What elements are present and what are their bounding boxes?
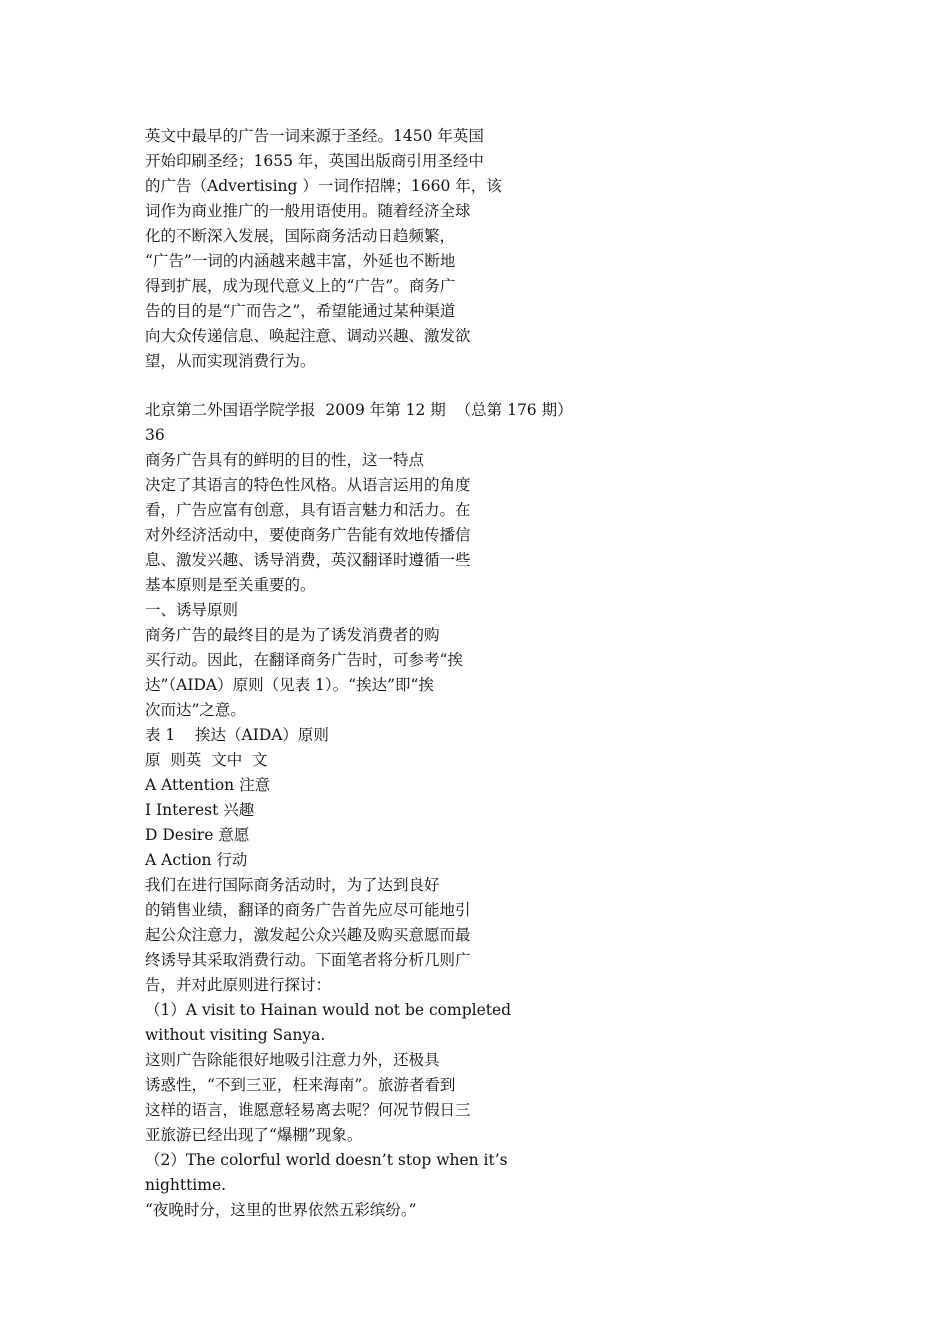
intro-paragraph	[145, 124, 845, 374]
journal-header: 北京第二外国语学院学报 2009 年第 12 期 （总第 176 期）	[145, 401, 573, 419]
text-line: 终诱导其采取消费行动。下面笔者将分析几则广	[145, 951, 471, 969]
text-line: 息、激发兴趣、诱导消费，英汉翻译时遵循一些	[145, 551, 471, 569]
text-line: 基本原则是至关重要的。	[145, 576, 316, 594]
text-line: 化的不断深入发展，国际商务活动日趋频繁，	[145, 227, 456, 245]
text-line: 告，并对此原则进行探讨：	[145, 976, 332, 994]
table-row: D Desire 意愿	[145, 826, 250, 844]
example-line: nighttime.	[145, 1176, 227, 1194]
text-line: 词作为商业推广的一般用语使用。随着经济全球	[145, 202, 471, 220]
section-heading: 一、诱导原则	[145, 601, 239, 619]
table-row: A Attention 注意	[145, 776, 271, 794]
text-line: 达”（AIDA）原则（见表 1）。“挨达”即“挨	[145, 676, 434, 694]
table-row: A Action 行动	[145, 851, 248, 869]
text-line: “广告”一词的内涵越来越丰富，外延也不断地	[145, 252, 456, 270]
text-line: 亚旅游已经出现了“爆棚”现象。	[145, 1126, 363, 1144]
text-line: 英文中最早的广告一词来源于圣经。1450 年英国	[145, 127, 484, 145]
text-line: 诱惑性，“不到三亚，枉来海南”。旅游者看到	[145, 1076, 456, 1094]
table-caption: 表 1 挨达（AIDA）原则	[145, 726, 329, 744]
text-line: 看，广告应富有创意，具有语言魅力和活力。在	[145, 501, 471, 519]
text-line: 告的目的是“广而告之”，希望能通过某种渠道	[145, 302, 456, 320]
body-text	[145, 398, 845, 1223]
example-line: （2）The colorful world doesn’t stop when it’s	[145, 1151, 508, 1169]
table-header-row: 原 则英 文中 文	[145, 751, 268, 769]
example-line: （1）A visit to Hainan would not be completed	[145, 1001, 512, 1019]
text-line: 买行动。因此，在翻译商务广告时，可参考“挨	[145, 651, 463, 669]
page-number: 36	[145, 426, 165, 444]
text-line: 商务广告具有的鲜明的目的性，这一特点	[145, 451, 425, 469]
text-line: 决定了其语言的特色性风格。从语言运用的角度	[145, 476, 471, 494]
text-line: 这样的语言，谁愿意轻易离去呢？何况节假日三	[145, 1101, 471, 1119]
text-line: 向大众传递信息、唤起注意、调动兴趣、激发欲	[145, 327, 471, 345]
text-line: 望，从而实现消费行为。	[145, 352, 316, 370]
text-line: 开始印刷圣经；1655 年，英国出版商引用圣经中	[145, 152, 484, 170]
text-line: 次而达”之意。	[145, 701, 246, 719]
text-line: 商务广告的最终目的是为了诱发消费者的购	[145, 626, 440, 644]
text-line: 我们在进行国际商务活动时，为了达到良好	[145, 876, 440, 894]
paragraph-gap	[145, 374, 845, 398]
text-line: 对外经济活动中，要使商务广告能有效地传播信	[145, 526, 471, 544]
text-line: 的广告（Advertising ）一词作招牌；1660 年，该	[145, 177, 502, 195]
text-line: 得到扩展，成为现代意义上的“广告”。商务广	[145, 277, 456, 295]
example-line: without visiting Sanya.	[145, 1026, 326, 1044]
text-line: 的销售业绩，翻译的商务广告首先应尽可能地引	[145, 901, 471, 919]
table-row: I Interest 兴趣	[145, 801, 255, 819]
text-line: “夜晚时分，这里的世界依然五彩缤纷。”	[145, 1201, 417, 1219]
text-line: 起公众注意力，激发起公众兴趣及购买意愿而最	[145, 926, 471, 944]
document-page	[145, 124, 845, 1223]
text-line: 这则广告除能很好地吸引注意力外，还极具	[145, 1051, 440, 1069]
